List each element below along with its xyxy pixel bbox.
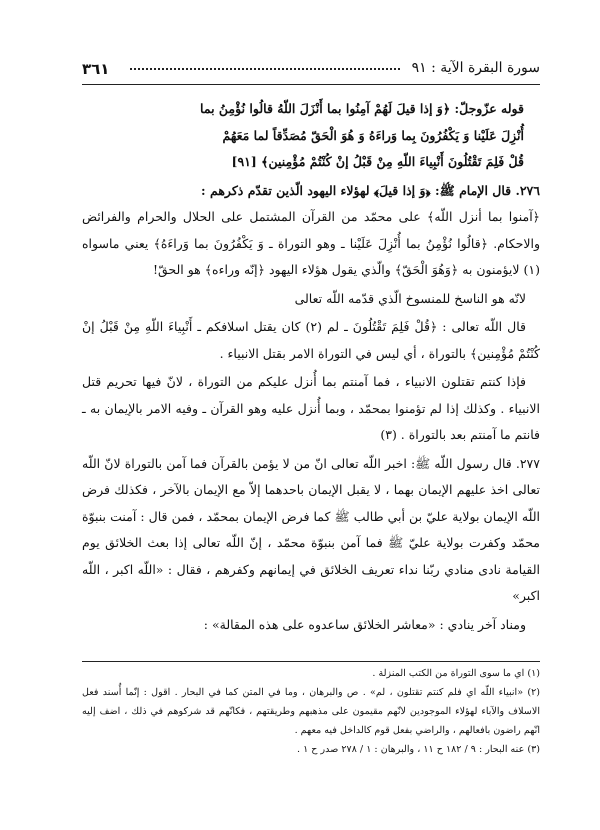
footnote-3: (٣) عنه البحار : ٩ / ١٨٢ ح ١١ ، والبرهان : ١ / ٢٧٨ صدر ح ١ . [296, 744, 540, 755]
footnote-rule [82, 661, 540, 662]
main-text [82, 96, 540, 638]
surah-title: سورة البقرة الآية : ٩١ [411, 60, 540, 76]
header-rule [82, 84, 540, 85]
hadith-277-paragraph: ومناد آخر ينادي : «معاشر الخلائق ساعدوه على هذه المقالة» : [203, 616, 526, 632]
hadith-276-paragraph: لانّه هو الناسخ للمنسوخ الّذي قدّمه اللّه تعالى [294, 290, 526, 306]
verse-quote [82, 96, 540, 176]
verse-line: قُلْ فَلِمَ تَقْتُلُونَ أَنْبِياءَ اللّهِ مِنْ قَبْلُ إنْ كُنْتُمْ مُؤْمِنين﴾ [٩١] [231, 154, 524, 169]
verse-line: أُنْزِلَ عَلَيْنا وَ يَكْفُرُونَ بِما وَراءَهُ وَ هُوَ الْحَقّ مُصَدِّقاً لما مَعَهُمْ [222, 127, 524, 143]
verse-line: قوله عزّوجلّ: ﴿وَ إذا قيلَ لَهُمْ آمِنُوا بما أَنْزَلَ اللّهُ قالُوا نُؤْمِنُ بما [200, 101, 524, 116]
footnote-2: (٢) «انبياء اللّه اي فلم كنتم تقتلون ، لم» . ص والبرهان ، وما في المتن كما في البحار . اقول : إنّما أُسند فعل الاسلاف والآباء لهؤلاء الموجودين لانّهم مقيمون على مذهبهم وطريقتهم ، فكانّهم قد شركوهم في ذلك ، اضف إليه انّهم راضون بافعالهم ، والراضي بفعل قوم كالداخل فيه معهم . [82, 687, 540, 736]
page-number: ٣٦١ [82, 60, 110, 78]
hadith-276-paragraph: فإذا كنتم تقتلون الانبياء ، فما آمنتم بما أُنزل عليكم من التوراة ، لانّ فيها تحريم قتل الانبياء . وكذلك إذا لم تؤمنوا بمحمّد ، وبما أُنزل عليه وهو القرآن ـ وفيه الامر بالإيمان به ـ فانتم ما آمنتم بعد بالتوراة . (٣) [82, 374, 540, 442]
hadith-276-paragraph: قال اللّه تعالى : ﴿قُلْ فَلِمَ تَقْتُلُونَ ـ لم (٢) كان يقتل اسلافكم ـ أَنْبِياءَ اللّهِ مِنْ قَبْلُ إنْ كُنْتُمْ مُؤْمِنين﴾ بالتوراة ، أي ليس في التوراة الامر بقتل الانبياء . [82, 319, 540, 361]
page-header [82, 60, 540, 82]
hadith-276-heading: ٢٧٦. قال الإمام ﷺ: ﴿وَ إذا قيلَ﴾ لهؤلاء اليهود الّذين تقدّم ذكرهم : [201, 182, 540, 198]
footnote-1: (١) اي ما سوى التوراة من الكتب المنزلة . [372, 668, 540, 679]
hadith-277-paragraph: ٢٧٧. قال رسول اللّه ﷺ: اخبر اللّه تعالى انّ من لا يؤمن بالقرآن فما آمن بالتوراة لانّ اللّه تعالى اخذ عليهم الإيمان بهما ، لا يقبل الإيمان باحدهما إلاّ مع الإيمان بالآخر ، فكذلك فرض اللّه الإيمان بولاية عليّ بن أبي طالب ﷺ كما فرض الإيمان بمحمّد ، فمن قال : آمنت بنبوّة محمّد وكفرت بولاية عليّ ﷺ فما آمن بنبوّة محمّد ، إنّ اللّه تعالى إذا بعث الخلائق يوم القيامة نادى منادي ربّنا نداء تعريف الخلائق في إيمانهم وكفرهم ، فقال : «اللّه اكبر ، اللّه اكبر» [82, 455, 540, 603]
footnotes [82, 664, 540, 759]
hadith-276-paragraph: ﴿آمنوا بما أنزل اللّه﴾ على محمّد من القرآن المشتمل على الحلال والحرام والفرائض والاحكام. ﴿قالُوا نُؤْمِنُ بما أُنْزِلَ عَلَيْنا ـ وهو التوراة ـ وَ يَكْفُرُونَ بما وَراءَهُ﴾ يعني ماسواه (١) لايؤمنون به ﴿وَهُوَ الْحَقّ﴾ والّذي يقول هؤلاء اليهود ﴿إنّه وراءه﴾ هو الحقّ! [82, 209, 540, 277]
header-dotted-divider [130, 68, 400, 70]
